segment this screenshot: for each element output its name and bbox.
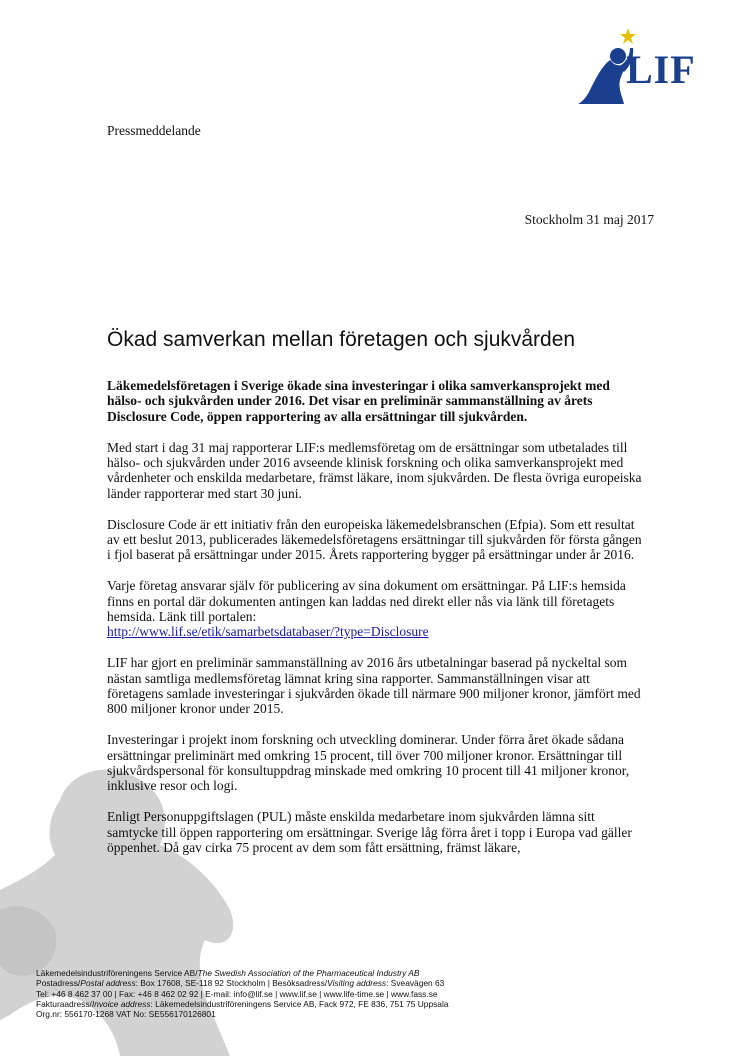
footer-line-org: Org.nr: 556170-1268 VAT No: SE556170126801 bbox=[36, 1009, 216, 1020]
footer-line-address: Postadress/Postal address: Box 17608, SE-118 92 Stockholm | Besöksadress/Visiting address: Sveavägen 63 bbox=[36, 978, 445, 989]
footer-line-contact: Tel: +46 8 462 37 00 | Fax: +46 8 462 02 92 | E-mail: info@lif.se | www.lif.se | www.life-time.se | www.fass.se bbox=[36, 988, 438, 999]
lead-paragraph: Läkemedelsföretagen i Sverige ökade sina investeringar i olika samverkansprojekt med hälso- och sjukvården under 2016. Det visar en preliminär sammanställning av årets Disclosure Code, öppen rapportering av alla ersättningar till sjukvården. bbox=[107, 378, 610, 424]
paragraph-with-link bbox=[107, 578, 647, 640]
logo-text: LIF bbox=[626, 47, 696, 92]
date-line: Stockholm 31 maj 2017 bbox=[524, 212, 654, 227]
paragraph: Med start i dag 31 maj rapporterar LIF:s medlemsföretag om de ersättningar som utbetalades till hälso- och sjukvården under 2016 avseende klinisk forskning och olika samverkansprojekt med vårdenheter och enskilda medarbetare, främst läkare, inom sjukvården. De flesta övriga europeiska länder rapporterar med start 30 juni. bbox=[107, 439, 642, 501]
portal-link[interactable]: http://www.lif.se/etik/samarbetsdatabaser/?type=Disclosure bbox=[107, 624, 429, 640]
footer-line-company: Läkemedelsindustriföreningens Service AB/The Swedish Association of the Pharmaceutical Industry AB bbox=[36, 968, 420, 978]
paragraph: LIF har gjort en preliminär sammanställning av 2016 års utbetalningar baserad på nyckeltal som nästan samtliga medlemsföretag lämnat kring sina rapporter. Sammanställningen visar att företagens samlade investeringar i sjukvården ökade till närmare 900 miljoner kronor, jämfört med 800 miljoner kronor under 2015. bbox=[107, 655, 641, 717]
paragraph: Disclosure Code är ett initiativ från den europeiska läkemedelsbranschen (Efpia). Som ett resultat av ett beslut 2013, publicerades läkemedelsföretagens ersättningar till sjukvården för första gången i fjol baserat på ersättningar under 2015. Årets rapportering bygger på ersättningar under år 2016. bbox=[107, 516, 642, 563]
body-text bbox=[107, 378, 647, 871]
paragraph-text: Varje företag ansvarar själv för publicering av sina dokument om ersättningar. På LIF:s hemsida finns en portal där dokumenten antingen kan laddas ned direkt eller nås via länk till företagets hemsida. Länk till portalen: bbox=[107, 578, 626, 625]
document-type: Pressmeddelande bbox=[107, 123, 201, 138]
headline: Ökad samverkan mellan företagen och sjukvården bbox=[107, 328, 576, 351]
footer-line-invoice: Fakturaadress/Invoice address: Läkemedelsindustriföreningens Service AB, Fack 972, FE 836, 751 75 Uppsala bbox=[36, 998, 449, 1009]
footer bbox=[36, 968, 716, 1019]
paragraph: Enligt Personuppgiftslagen (PUL) måste enskilda medarbetare inom sjukvården lämna sitt samtycke till öppen rapportering om ersättningar. Sverige låg förra året i topp i Europa vad gäller öppenhet. Då gav cirka 75 procent av dem som fått ersättning, främst läkare, bbox=[107, 809, 632, 856]
paragraph: Investeringar i projekt inom forskning och utveckling dominerar. Under förra året ökade sådana ersättningar preliminärt med omkring 15 procent, till över 700 miljoner kronor. Ersättningar till sjukvårdspersonal för konsultuppdrag minskade med omkring 10 procent till 41 miljoner kronor, inklusive resor och logi. bbox=[107, 732, 630, 794]
